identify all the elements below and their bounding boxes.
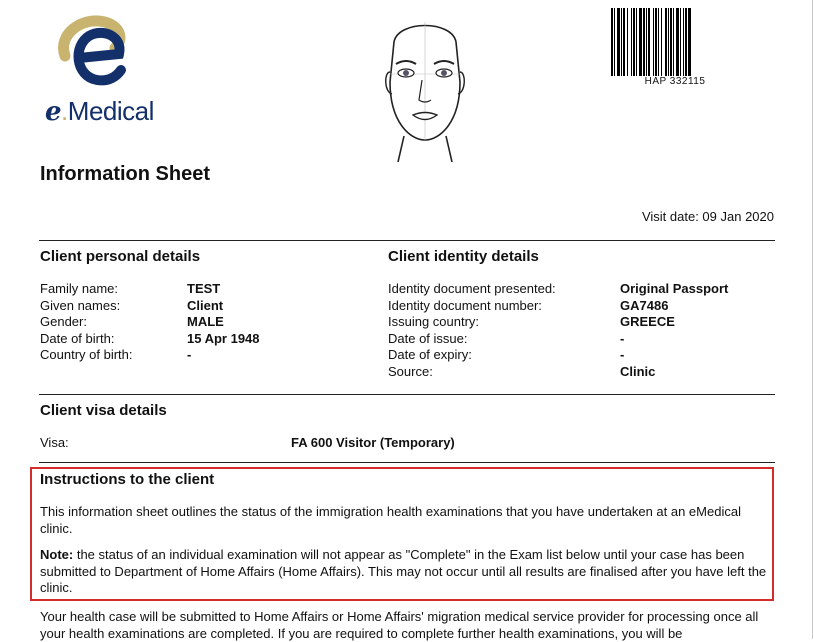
- personal-row: [40, 281, 360, 298]
- identity-row: [388, 331, 778, 348]
- field-label: Date of birth:: [40, 330, 115, 346]
- instructions-note: [40, 547, 770, 597]
- personal-row: [40, 314, 360, 331]
- visit-date: Visit date: 09 Jan 2020: [641, 209, 774, 224]
- field-label: Country of birth:: [40, 347, 133, 362]
- identity-row: [388, 281, 778, 298]
- emedical-logo-icon: [53, 14, 133, 94]
- field-value: -: [620, 347, 625, 362]
- barcode-icon: [610, 8, 740, 78]
- visa-details-heading: Client visa details: [40, 402, 167, 419]
- divider: [39, 394, 775, 395]
- field-label: Source:: [388, 363, 433, 379]
- identity-details-list: [388, 281, 778, 381]
- barcode-number: HAP 332115: [644, 76, 706, 87]
- field-label: Date of expiry:: [388, 347, 472, 362]
- instructions-heading: Instructions to the client: [40, 471, 215, 488]
- logo-wordmark: e.Medical: [45, 96, 154, 127]
- visa-label: Visa:: [40, 435, 69, 450]
- identity-row: [388, 364, 778, 381]
- personal-row: [40, 298, 360, 315]
- personal-details-list: [40, 281, 360, 371]
- field-value: GA7486: [620, 297, 669, 313]
- note-text: the status of an individual examination will not appear as "Complete" in the Exam list below until your case has been submitted to Department of Home Affairs (Home Affairs). This may not occur until all results are finalised after you have left the clinic.: [40, 547, 767, 595]
- visa-row: [40, 435, 740, 452]
- divider: [39, 240, 775, 241]
- field-value: GREECE: [620, 314, 675, 329]
- emedical-logo: [45, 14, 165, 132]
- face-photo-placeholder-icon: [364, 12, 486, 162]
- identity-details-heading: Client identity details: [388, 248, 539, 265]
- field-value: MALE: [187, 314, 224, 329]
- divider: [39, 462, 775, 463]
- footer-paragraph: Your health case will be submitted to Home Affairs or Home Affairs' migration medical service provider for processing once all your health examinations are completed. If you are required to complete further health examinations, you will be: [40, 609, 759, 641]
- field-value: Clinic: [620, 363, 656, 379]
- field-label: Issuing country:: [388, 314, 480, 329]
- identity-row: [388, 298, 778, 315]
- field-label: Family name:: [40, 281, 119, 296]
- field-value: 15 Apr 1948: [187, 330, 260, 346]
- field-value: TEST: [187, 281, 221, 296]
- page-title: Information Sheet: [40, 163, 211, 185]
- field-value: -: [620, 330, 625, 346]
- note-label: Note:: [40, 547, 74, 562]
- field-label: Gender:: [40, 314, 87, 329]
- identity-row: [388, 314, 778, 331]
- field-value: -: [187, 347, 192, 362]
- personal-row: [40, 347, 360, 364]
- instructions-paragraph: This information sheet outlines the status of the immigration health examinations that you have undertaken at an eMedical clinic.: [40, 504, 741, 536]
- field-value: Client: [187, 297, 224, 313]
- field-value: Original Passport: [620, 281, 729, 296]
- field-label: Identity document presented:: [388, 281, 556, 296]
- field-label: Date of issue:: [388, 330, 468, 346]
- visa-value: FA 600 Visitor (Temporary): [291, 435, 455, 450]
- personal-row: [40, 331, 360, 348]
- identity-row: [388, 347, 778, 364]
- personal-details-heading: Client personal details: [40, 248, 201, 265]
- field-label: Given names:: [40, 297, 121, 313]
- field-label: Identity document number:: [388, 297, 542, 313]
